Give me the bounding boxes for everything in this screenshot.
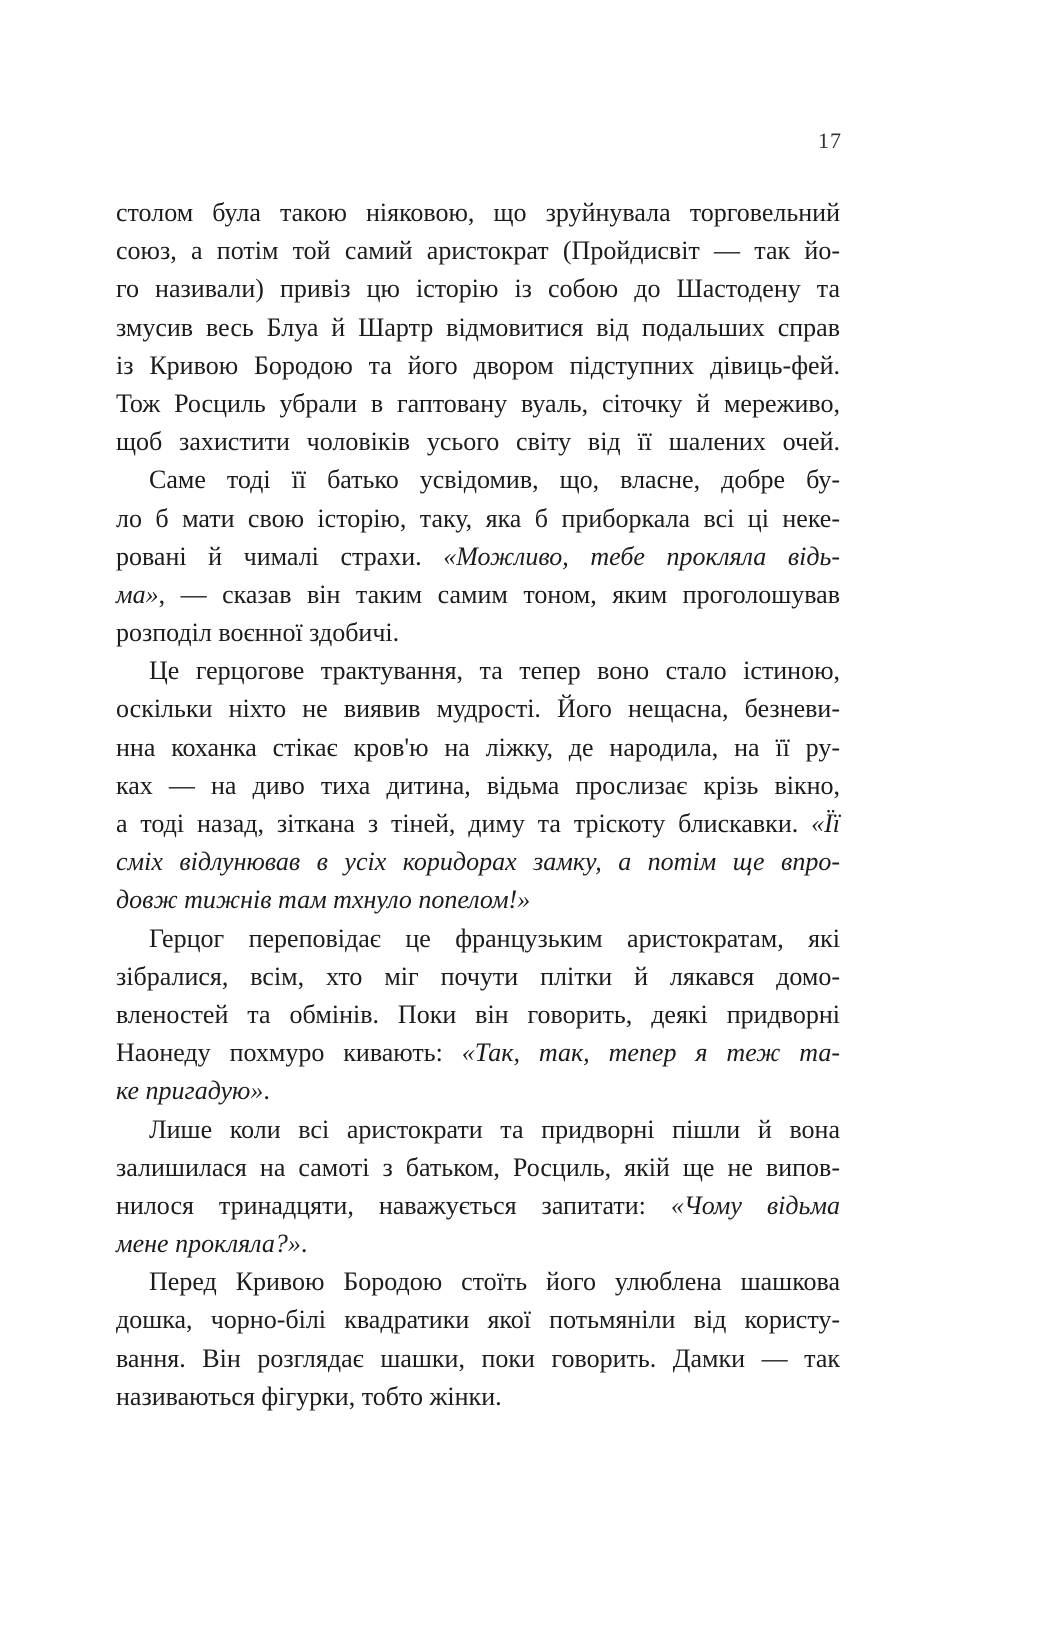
text-line: а тоді назад, зіткана з тіней, диму та тріскоту блискавки. «Її bbox=[116, 809, 840, 838]
paragraph-6 bbox=[116, 1263, 840, 1416]
text-line: Герцог переповідає це французьким аристократам, які bbox=[149, 923, 840, 953]
text-line: розподіл воєнної здобичі. bbox=[116, 618, 400, 648]
text-line: змусив весь Блуа й Шартр відмовитися від подальших справ bbox=[116, 312, 840, 342]
body-text bbox=[116, 194, 840, 1416]
text-line: столом була такою ніяковою, що зруйнувала торговельний bbox=[116, 198, 840, 227]
text-line: вленостей та обмінів. Поки він говорить, деякі придворні bbox=[116, 999, 840, 1029]
quote-italic: «Можливо, тебе прокляла відь- bbox=[443, 541, 841, 571]
text-line: вання. Він розглядає шашки, поки говорить. Дамки — так bbox=[116, 1343, 840, 1373]
text-line: Саме тоді її батько усвідомив, що, власне, добре бу- bbox=[149, 465, 840, 495]
paragraph-5 bbox=[116, 1111, 840, 1264]
quote-italic: «Так, так, тепер я теж та- bbox=[461, 1038, 840, 1068]
quote-italic: мене прокляла?» bbox=[116, 1229, 301, 1259]
page-number: 17 bbox=[818, 128, 842, 153]
paragraph-1 bbox=[116, 194, 840, 461]
text-line: го називали) привіз цю історію із собою до Шастодену та bbox=[116, 274, 840, 304]
text-line: дошка, чорно-білі квадратики якої потьмяніли від користу- bbox=[116, 1305, 840, 1335]
paragraph-2 bbox=[116, 461, 840, 652]
text-line: союз, а потім той самий аристократ (Пройдисвіт — так йо- bbox=[116, 236, 840, 266]
text-line: Перед Кривою Бородою стоїть його улюблена шашкова bbox=[149, 1267, 840, 1297]
paragraph-4 bbox=[116, 920, 840, 1111]
paragraph-3 bbox=[116, 652, 840, 919]
text-line: залишилася на самоті з батьком, Росциль, якій ще не випов- bbox=[116, 1152, 840, 1182]
quote-italic: довж тижнів там тхнуло попелом!» bbox=[116, 885, 531, 915]
quote-italic: ма» bbox=[116, 579, 159, 609]
text-line: називаються фігурки, тобто жінки. bbox=[116, 1381, 502, 1411]
quote-italic: «Чому відьма bbox=[670, 1190, 840, 1220]
text-line: нна коханка стікає кров'ю на ліжку, де народила, на її ру- bbox=[116, 732, 840, 762]
text-line: Наонеду похмуро кивають: «Так, так, тепер я теж та- bbox=[116, 1038, 840, 1068]
text-line: ке пригадую». bbox=[116, 1076, 270, 1106]
text-line: мене прокляла?». bbox=[116, 1229, 308, 1259]
text-line: Лише коли всі аристократи та придворні пішли й вона bbox=[149, 1114, 840, 1144]
quote-italic: сміх відлунював в усіх коридорах замку, а потім ще впро- bbox=[116, 847, 840, 877]
text-line: зібралися, всім, хто міг почути плітки й лякався домо- bbox=[116, 961, 840, 991]
text-line: нилося тринадцяти, наважується запитати: «Чому відьма bbox=[116, 1190, 840, 1220]
text-line bbox=[116, 881, 840, 919]
text-line: Тож Росциль убрали в гаптовану вуаль, сіточку й мереживо, bbox=[116, 388, 840, 418]
quote-italic: «Її bbox=[811, 809, 840, 838]
text-line: щоб захистити чоловіків усього світу від її шалених очей. bbox=[116, 427, 840, 457]
text-line: із Кривою Бородою та його двором підступних дівиць-фей. bbox=[116, 350, 840, 380]
text-line: ках — на диво тиха дитина, відьма прослизає крізь вікно, bbox=[116, 770, 840, 800]
quote-italic: ке пригадую» bbox=[116, 1076, 264, 1106]
text-line: ровані й чималі страхи. «Можливо, тебе прокляла відь- bbox=[116, 541, 841, 571]
text-line bbox=[116, 843, 840, 881]
text-line: оскільки ніхто не виявив мудрості. Його нещасна, безневи- bbox=[116, 694, 840, 724]
text-line: ло б мати свою історію, таку, яка б приборкала всі ці неке- bbox=[116, 503, 840, 533]
text-line: ма», — сказав він таким самим тоном, яким проголошував bbox=[116, 579, 840, 609]
text-line: Це герцогове трактування, та тепер воно стало істиною, bbox=[149, 656, 840, 686]
